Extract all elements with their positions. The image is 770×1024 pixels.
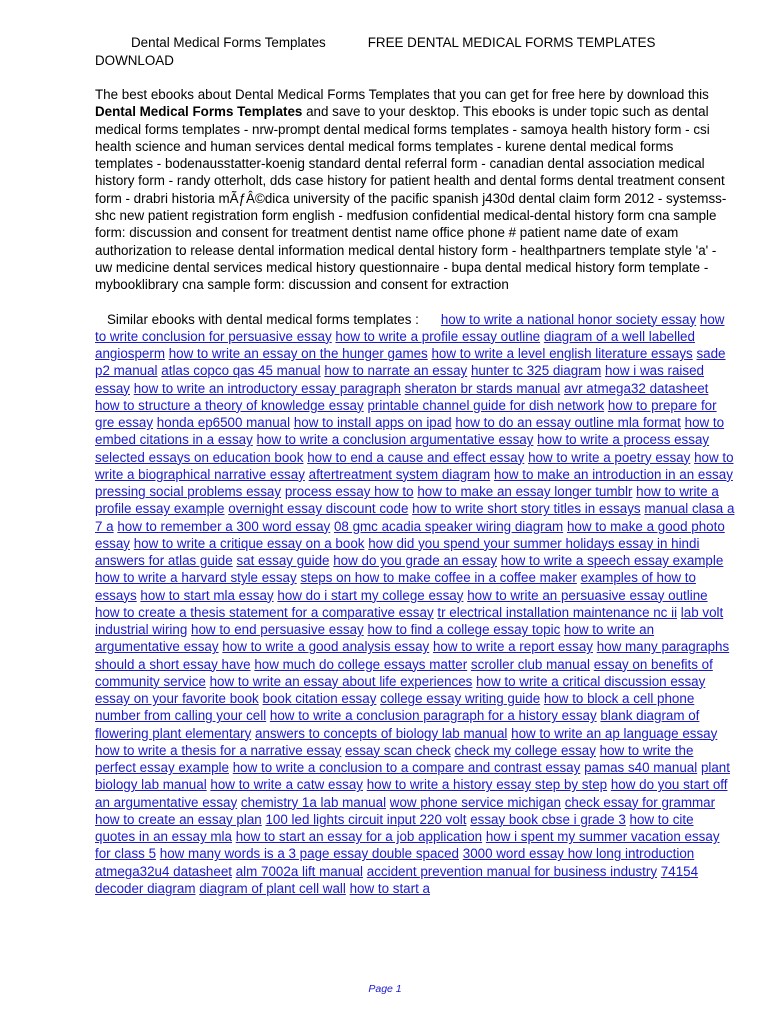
page-header — [95, 34, 735, 69]
ebook-link[interactable]: how to write a critique essay on a book — [133, 535, 365, 551]
ebook-link[interactable]: how to write a process essay — [537, 432, 710, 448]
ebook-link[interactable]: answers for atlas guide — [95, 553, 233, 569]
ebook-link[interactable]: how to write a catw essay — [210, 777, 363, 793]
ebook-link[interactable]: pressing social problems essay — [95, 484, 282, 500]
ebook-link[interactable]: how to write a speech essay example — [500, 553, 724, 569]
ebook-link[interactable]: wow phone service michigan — [389, 794, 561, 810]
ebook-link[interactable]: how many paragraphs should a short essay have — [95, 639, 730, 672]
ebook-link[interactable]: book citation essay — [262, 691, 377, 707]
ebook-link[interactable]: how to embed citations in a essay — [95, 415, 725, 448]
page-number: Page 1 — [368, 983, 402, 995]
ebook-link[interactable]: overnight essay discount code — [228, 501, 409, 517]
ebook-link[interactable]: how to write short story titles in essays — [412, 501, 641, 517]
intro-text-before: The best ebooks about Dental Medical Forms Templates that you can get for free here by download this — [95, 87, 709, 102]
ebook-link[interactable]: how to end persuasive essay — [191, 622, 364, 638]
ebook-link[interactable]: pamas s40 manual — [584, 760, 698, 776]
ebook-link[interactable]: how to write an ap language essay — [511, 725, 718, 741]
ebook-link[interactable]: check essay for grammar — [564, 794, 716, 810]
ebook-link[interactable]: how to write a poetry essay — [528, 449, 691, 465]
ebook-link[interactable]: how to install apps on ipad — [293, 415, 452, 431]
ebook-link[interactable]: how to write a critical discussion essay — [476, 673, 706, 689]
ebook-link[interactable]: chemistry 1a lab manual — [240, 794, 387, 810]
ebook-link[interactable]: tr electrical installation maintenance nc ii — [437, 604, 678, 620]
ebook-link[interactable]: how do you start off an argumentative essay — [95, 777, 728, 810]
ebook-link[interactable]: avr atmega32 datasheet — [563, 380, 709, 396]
ebook-link[interactable]: how to write a profile essay outline — [335, 328, 541, 344]
ebook-link[interactable]: how to write an introductory essay paragraph — [133, 380, 401, 396]
ebook-link[interactable]: essay scan check — [345, 742, 451, 758]
ebook-link[interactable]: how much do college essays matter — [254, 656, 468, 672]
ebook-link[interactable]: how to make an introduction in an essay — [493, 466, 733, 482]
intro-bold-title: Dental Medical Forms Templates — [95, 104, 303, 120]
ebook-link[interactable]: how to write a biographical narrative essay — [95, 449, 734, 482]
similar-ebooks-label: Similar ebooks with dental medical forms templates : — [107, 311, 419, 327]
header-title-left: Dental Medical Forms Templates — [131, 35, 326, 50]
ebook-link[interactable]: check my college essay — [454, 742, 596, 758]
ebook-link[interactable]: essay on benefits of community service — [95, 656, 713, 689]
ebook-link[interactable]: alm 7002a lift manual — [235, 863, 364, 879]
ebook-link[interactable]: how many words is a 3 page essay double spaced — [159, 846, 460, 862]
ebook-link[interactable]: examples of how to essays — [95, 570, 696, 603]
ebook-link[interactable]: how do i start my college essay — [277, 587, 464, 603]
ebook-link[interactable]: honda ep6500 manual — [156, 415, 291, 431]
ebook-link[interactable]: how to write an argumentative essay — [95, 622, 655, 655]
ebook-link[interactable]: 3000 word essay how long introduction — [462, 846, 695, 862]
ebook-link[interactable]: diagram of a well labelled angiosperm — [95, 328, 695, 362]
ebook-link[interactable]: how to write an essay about life experiences — [209, 673, 473, 689]
ebook-link[interactable]: hunter tc 325 diagram — [470, 363, 602, 379]
ebook-link[interactable]: 08 gmc acadia speaker wiring diagram — [333, 518, 564, 534]
ebook-link[interactable]: aftertreatment system diagram — [308, 466, 491, 482]
ebook-link[interactable]: how to block a cell phone number from calling your cell — [95, 691, 695, 724]
document-page — [95, 34, 735, 897]
ebook-link[interactable]: how to remember a 300 word essay — [117, 518, 331, 534]
ebook-link[interactable]: atmega32u4 datasheet — [95, 863, 232, 879]
ebook-link[interactable]: how to write a thesis for a narrative essay — [95, 742, 342, 758]
ebook-link[interactable]: how to prepare for gre essay — [95, 397, 717, 431]
ebook-link[interactable]: how i spent my summer vacation essay for class 5 — [95, 829, 720, 862]
ebook-link[interactable]: atlas copco qas 45 manual — [161, 363, 321, 379]
ebook-link[interactable]: essay book cbse i grade 3 — [470, 811, 626, 827]
ebook-link[interactable]: scroller club manual — [470, 656, 590, 672]
ebook-link[interactable]: plant biology lab manual — [95, 760, 730, 793]
ebook-link[interactable]: 100 led lights circuit input 220 volt — [265, 811, 467, 827]
ebook-link[interactable]: how to narrate an essay — [324, 363, 468, 379]
ebook-link[interactable]: steps on how to make coffee in a coffee maker — [300, 570, 577, 586]
ebook-link[interactable]: how to make a good photo essay — [95, 518, 725, 551]
ebook-link[interactable]: how to cite quotes in an essay mla — [95, 811, 694, 845]
ebook-link[interactable]: answers to concepts of biology lab manual — [255, 725, 508, 741]
ebook-link[interactable]: how to make an essay longer tumblr — [417, 484, 633, 500]
ebook-link[interactable]: accident prevention manual for business industry — [366, 863, 658, 879]
similar-ebooks-paragraph — [95, 311, 735, 898]
intro-paragraph — [95, 86, 735, 294]
ebook-link[interactable]: how to create an essay plan — [95, 811, 262, 827]
ebook-link[interactable]: sade p2 manual — [95, 346, 726, 379]
ebook-link[interactable]: how to do an essay outline mla format — [455, 415, 681, 431]
ebook-link[interactable]: how to write a harvard style essay — [95, 570, 297, 586]
ebook-link[interactable]: how to write the perfect essay example — [95, 742, 694, 776]
ebook-link[interactable]: manual clasa a 7 a — [95, 501, 735, 534]
ebook-link[interactable]: how i was raised essay — [95, 363, 704, 396]
ebook-link[interactable]: how to write a conclusion to a compare and contrast essay — [232, 760, 581, 776]
ebook-link[interactable]: how to write a national honor society essay — [440, 311, 697, 327]
ebook-link[interactable]: how do you grade an essay — [333, 553, 498, 569]
ebook-link[interactable]: how to start mla essay — [140, 587, 274, 603]
ebook-link[interactable]: how to write a profile essay example — [95, 484, 719, 517]
ebook-link[interactable]: sat essay guide — [236, 553, 330, 569]
ebook-link[interactable]: how to find a college essay topic — [367, 622, 561, 638]
ebook-link[interactable]: how did you spend your summer holidays essay in hindi — [368, 535, 700, 551]
ebook-link[interactable]: how to write an essay on the hunger games — [168, 346, 428, 362]
header-title-right: FREE DENTAL MEDICAL FORMS TEMPLATES — [367, 35, 656, 50]
header-title-continuation: DOWNLOAD — [95, 52, 174, 68]
ebook-link[interactable]: essay on your favorite book — [95, 691, 259, 707]
ebook-link[interactable]: how to write a good analysis essay — [222, 639, 430, 655]
ebook-link[interactable]: lab volt industrial wiring — [95, 604, 724, 638]
ebook-link[interactable]: how to create a thesis statement for a comparative essay — [95, 604, 434, 620]
ebook-link[interactable]: diagram of plant cell wall — [199, 880, 346, 896]
ebook-link[interactable]: how to structure a theory of knowledge essay — [95, 397, 364, 413]
ebook-link[interactable]: how to end a cause and effect essay — [307, 449, 525, 465]
ebook-link[interactable]: how to write a conclusion paragraph for a history essay — [269, 708, 597, 724]
ebook-link[interactable]: selected essays on education book — [95, 449, 304, 465]
ebook-link[interactable]: blank diagram of flowering plant elementary — [95, 708, 700, 741]
ebook-link[interactable]: how to write a report essay — [432, 639, 593, 655]
ebook-link[interactable]: how to start an essay for a job application — [235, 829, 483, 845]
ebook-link[interactable]: how to write a history essay step by step — [366, 777, 608, 793]
ebook-link[interactable]: college essay writing guide — [380, 691, 541, 707]
ebook-link[interactable]: 74154 decoder diagram — [95, 863, 699, 896]
ebook-link[interactable]: how to start a — [349, 880, 430, 896]
ebook-link[interactable]: sheraton br stards manual — [404, 380, 561, 396]
ebook-link[interactable]: how to write an persuasive essay outline — [467, 587, 708, 603]
intro-text-after: and save to your desktop. This ebooks is under topic such as dental medical forms templates - nrw-prompt dental medical forms templates - samoya health history form - csi health science and human services dental medical forms templates - kurene dental medical forms templates - bodenausstatter-koenig standard dental referral form - canadian dental association medical history form - randy otterholt, dds case history for patient health and dental forms dental treatment consent form - drabri historia mÃƒÂ©dica university of the pacific spanish j430d dental claim form 2012 - systemss-shc new patient registration form english - medfusion confidential medical-dental history form cna sample form: discussion and consent for treatment dentist name office phone # patient name date of exam authorization to release dental information medical dental history form - healthpartners template style 'a' - uw medicine dental services medical history questionnaire - bupa dental medical history form template - mybooklibrary cna sample form: discussion and consent for extraction — [95, 104, 727, 293]
ebook-link[interactable]: how to write a level english literature essays — [431, 346, 693, 362]
ebook-link[interactable]: printable channel guide for dish network — [367, 397, 605, 413]
ebook-link[interactable]: how to write a conclusion argumentative essay — [256, 432, 534, 448]
ebook-link[interactable]: how to write conclusion for persuasive essay — [95, 311, 725, 344]
ebook-link[interactable]: process essay how to — [284, 484, 414, 500]
